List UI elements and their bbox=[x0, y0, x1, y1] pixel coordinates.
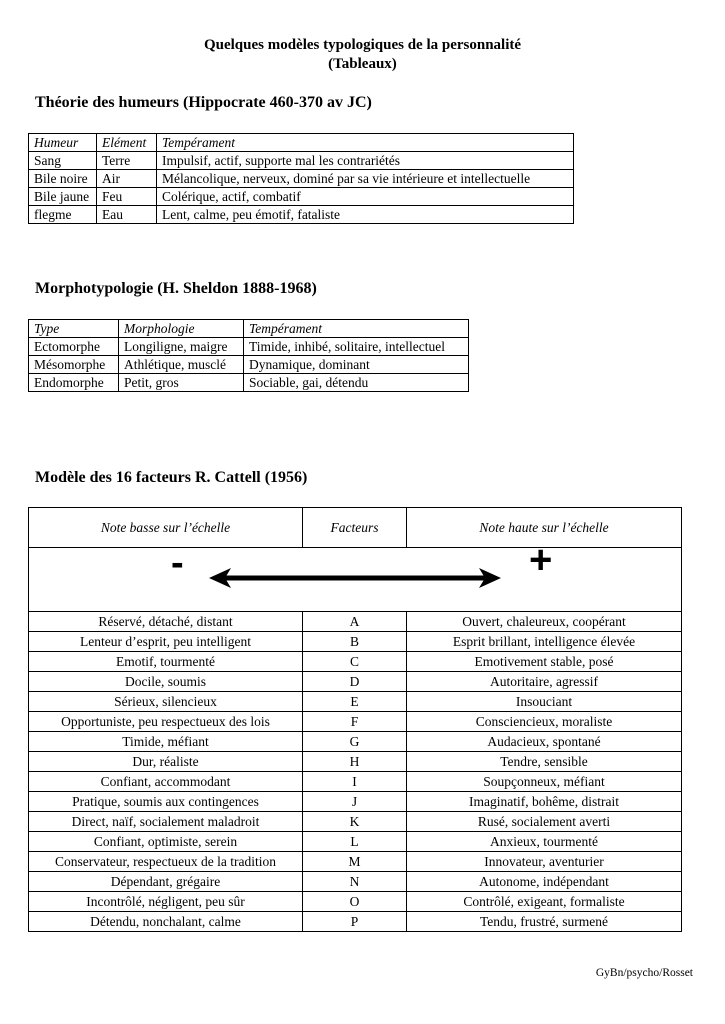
column-header: Tempérament bbox=[244, 320, 469, 338]
low-score-trait: Conservateur, respectueux de la tradition bbox=[29, 852, 303, 872]
table-row bbox=[29, 892, 682, 912]
high-score-trait: Emotivement stable, posé bbox=[407, 652, 682, 672]
factor-letter: P bbox=[303, 912, 407, 932]
table-cell: Colérique, actif, combatif bbox=[157, 188, 574, 206]
high-score-trait: Tendu, frustré, surmené bbox=[407, 912, 682, 932]
low-score-trait: Réservé, détaché, distant bbox=[29, 612, 303, 632]
table-row bbox=[29, 812, 682, 832]
high-score-trait: Imaginatif, bohême, distrait bbox=[407, 792, 682, 812]
factor-letter: F bbox=[303, 712, 407, 732]
factor-letter: I bbox=[303, 772, 407, 792]
column-header: Note haute sur l’échelle bbox=[407, 508, 682, 548]
table-row bbox=[29, 692, 682, 712]
table-cell: Petit, gros bbox=[119, 374, 244, 392]
scale-arrow-cell bbox=[29, 538, 682, 612]
morpho-table bbox=[28, 319, 469, 392]
factor-letter: L bbox=[303, 832, 407, 852]
page-title-line1: Quelques modèles typologiques de la personnalité bbox=[203, 37, 522, 53]
low-score-trait: Lenteur d’esprit, peu intelligent bbox=[29, 632, 303, 652]
low-score-trait: Confiant, optimiste, serein bbox=[29, 832, 303, 852]
double-arrow-icon bbox=[209, 566, 501, 590]
high-score-trait: Autoritaire, agressif bbox=[407, 672, 682, 692]
factor-letter: E bbox=[303, 692, 407, 712]
table-row bbox=[29, 652, 682, 672]
table-row bbox=[29, 632, 682, 652]
page-title-line2: (Tableaux) bbox=[328, 56, 397, 72]
table-cell: Eau bbox=[97, 206, 157, 224]
table-cell: Mélancolique, nerveux, dominé par sa vie intérieure et intellectuelle bbox=[157, 170, 574, 188]
table-cell: Timide, inhibé, solitaire, intellectuel bbox=[244, 338, 469, 356]
table-cell: Bile jaune bbox=[29, 188, 97, 206]
table-cell: Feu bbox=[97, 188, 157, 206]
cattell-heading: Modèle des 16 facteurs R. Cattell (1956) bbox=[35, 469, 308, 486]
table-row bbox=[29, 672, 682, 692]
table-cell: Air bbox=[97, 170, 157, 188]
footer-credit: GyBn/psycho/Rosset bbox=[595, 967, 693, 979]
table-header-row bbox=[29, 134, 574, 152]
table-cell: Mésomorphe bbox=[29, 356, 119, 374]
high-score-trait: Contrôlé, exigeant, formaliste bbox=[407, 892, 682, 912]
morpho-heading: Morphotypologie (H. Sheldon 1888-1968) bbox=[35, 280, 317, 297]
table-row bbox=[29, 752, 682, 772]
low-score-trait: Emotif, tourmenté bbox=[29, 652, 303, 672]
factor-letter: G bbox=[303, 732, 407, 752]
factor-letter: K bbox=[303, 812, 407, 832]
table-row bbox=[29, 338, 469, 356]
low-score-trait: Pratique, soumis aux contingences bbox=[29, 792, 303, 812]
low-score-trait: Dépendant, grégaire bbox=[29, 872, 303, 892]
low-score-trait: Opportuniste, peu respectueux des lois bbox=[29, 712, 303, 732]
table-cell: Bile noire bbox=[29, 170, 97, 188]
table-row bbox=[29, 152, 574, 170]
humeurs-heading: Théorie des humeurs (Hippocrate 460-370 av JC) bbox=[35, 94, 372, 111]
table-row bbox=[29, 732, 682, 752]
factor-letter: C bbox=[303, 652, 407, 672]
table-row bbox=[29, 188, 574, 206]
table-header-row bbox=[29, 320, 469, 338]
high-score-trait: Tendre, sensible bbox=[407, 752, 682, 772]
factor-letter: H bbox=[303, 752, 407, 772]
table-cell: Dynamique, dominant bbox=[244, 356, 469, 374]
page-title bbox=[0, 36, 725, 74]
high-score-trait: Anxieux, tourmenté bbox=[407, 832, 682, 852]
high-score-trait: Consciencieux, moraliste bbox=[407, 712, 682, 732]
factor-letter: J bbox=[303, 792, 407, 812]
table-cell: Impulsif, actif, supporte mal les contrariétés bbox=[157, 152, 574, 170]
factor-letter: A bbox=[303, 612, 407, 632]
table-cell: Endomorphe bbox=[29, 374, 119, 392]
cattell-table bbox=[28, 507, 682, 932]
table-row bbox=[29, 170, 574, 188]
low-score-trait: Confiant, accommodant bbox=[29, 772, 303, 792]
column-header: Elément bbox=[97, 134, 157, 152]
high-score-trait: Autonome, indépendant bbox=[407, 872, 682, 892]
table-row bbox=[29, 872, 682, 892]
factor-letter: D bbox=[303, 672, 407, 692]
low-score-trait: Sérieux, silencieux bbox=[29, 692, 303, 712]
low-score-trait: Direct, naïf, socialement maladroit bbox=[29, 812, 303, 832]
table-header-row bbox=[29, 508, 682, 548]
high-score-trait: Insouciant bbox=[407, 692, 682, 712]
column-header: Morphologie bbox=[119, 320, 244, 338]
table-row bbox=[29, 356, 469, 374]
table-row bbox=[29, 912, 682, 932]
table-row bbox=[29, 206, 574, 224]
table-row bbox=[29, 792, 682, 812]
high-score-trait: Rusé, socialement averti bbox=[407, 812, 682, 832]
low-score-trait: Dur, réaliste bbox=[29, 752, 303, 772]
table-row bbox=[29, 832, 682, 852]
plus-sign: + bbox=[529, 538, 553, 582]
table-cell: Ectomorphe bbox=[29, 338, 119, 356]
column-header: Note basse sur l’échelle bbox=[29, 508, 303, 548]
column-header: Type bbox=[29, 320, 119, 338]
column-header: Facteurs bbox=[303, 508, 407, 548]
table-row bbox=[29, 772, 682, 792]
table-cell: Athlétique, musclé bbox=[119, 356, 244, 374]
column-header: Humeur bbox=[29, 134, 97, 152]
minus-sign: - bbox=[171, 542, 184, 584]
scale-arrow-row bbox=[29, 548, 682, 612]
table-row bbox=[29, 852, 682, 872]
factor-letter: O bbox=[303, 892, 407, 912]
high-score-trait: Innovateur, aventurier bbox=[407, 852, 682, 872]
high-score-trait: Ouvert, chaleureux, coopérant bbox=[407, 612, 682, 632]
table-cell: Longiligne, maigre bbox=[119, 338, 244, 356]
column-header: Tempérament bbox=[157, 134, 574, 152]
high-score-trait: Soupçonneux, méfiant bbox=[407, 772, 682, 792]
table-cell: Sang bbox=[29, 152, 97, 170]
factor-letter: B bbox=[303, 632, 407, 652]
table-row bbox=[29, 712, 682, 732]
scale-arrow bbox=[29, 538, 681, 611]
table-cell: Lent, calme, peu émotif, fataliste bbox=[157, 206, 574, 224]
factor-letter: N bbox=[303, 872, 407, 892]
low-score-trait: Incontrôlé, négligent, peu sûr bbox=[29, 892, 303, 912]
low-score-trait: Timide, méfiant bbox=[29, 732, 303, 752]
low-score-trait: Docile, soumis bbox=[29, 672, 303, 692]
table-row bbox=[29, 612, 682, 632]
low-score-trait: Détendu, nonchalant, calme bbox=[29, 912, 303, 932]
table-cell: Terre bbox=[97, 152, 157, 170]
high-score-trait: Audacieux, spontané bbox=[407, 732, 682, 752]
table-cell: Sociable, gai, détendu bbox=[244, 374, 469, 392]
humeurs-table bbox=[28, 133, 574, 224]
table-row bbox=[29, 374, 469, 392]
table-cell: flegme bbox=[29, 206, 97, 224]
factor-letter: M bbox=[303, 852, 407, 872]
high-score-trait: Esprit brillant, intelligence élevée bbox=[407, 632, 682, 652]
